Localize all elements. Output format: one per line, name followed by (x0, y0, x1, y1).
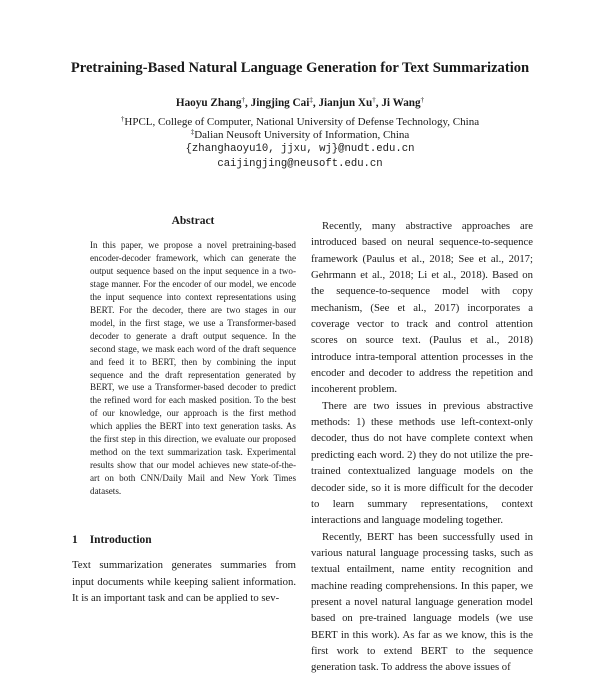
author-name: Jianjun Xu (318, 97, 373, 109)
author-email: {zhanghaoyu10, jjxu, wj}@nudt.edu.cn (185, 143, 415, 155)
abstract-paragraph: In this paper, we propose a novel pretraining-based encoder-decoder framework, which can generate the output sequence based on the input sequence in a two-stage manner. For the encoder of our model, we encode the input sequence into context representations using BERT. For the decoder, there are two stages in our model, in the first stage, we use a Transformer-based decoder to generate a draft output sequence. In the second stage, we mask each word of the draft sequence and feed it to BERT, then by combining the input sequence and the draft representation generated by BERT, we use a Transformer-based decoder to predict the refined word for each masked position. To the best of our knowledge, our approach is the first method which applies the BERT into text generation tasks. As the first step in this direction, we evaluate our proposed method on the text summarization task. Experimental results show that our model achieves new state-of-the-art on both CNN/Daily Mail and New York Times datasets. (90, 240, 296, 497)
section-title: Introduction (89, 534, 152, 546)
affiliation-mark: † (120, 115, 125, 123)
author-name: Ji Wang (381, 97, 421, 109)
affiliation (0, 129, 600, 141)
author-name: Jingjing Cai (250, 97, 310, 109)
affiliation-text: HPCL, College of Computer, National University of Defense Technology, China (124, 116, 480, 128)
section-heading (72, 534, 152, 546)
author-mark: † (372, 96, 376, 104)
paper-title: Pretraining-Based Natural Language Generation for Text Summarization (70, 60, 530, 76)
affiliation-text: Dalian Neusoft University of Information, China (194, 129, 410, 141)
affiliation (0, 116, 600, 128)
author-list: Haoyu Zhang†, Jingjing Cai‡, Jianjun Xu†, Ji Wang† (175, 96, 425, 109)
section-number: 1 (72, 534, 78, 546)
body-paragraph: Recently, many abstractive approaches are introduced based on neural sequence-to-sequence framework (Paulus et al., 2018; See et al., 2017; Gehrmann et al., 2018; Li et al., 2018). Based on the sequence-to-sequence model with copy mechanism, (See et al., 2017) incorporates a coverage vector to track and control attention scores on source text. (Paulus et al., 2018) introduce intra-temporal attention processes in the encoder and decoder to address the repetition and incoherent problem. (311, 220, 533, 396)
author-mark: † (241, 96, 245, 104)
body-paragraph: Recently, BERT has been successfully used in various natural language processing tasks, such as textual entailment, name entity recognition and machine reading comprehensions. In this paper, we present a novel natural language generation model based on pre-trained language models (we use BERT in this work). As far as we know, this is the first work to extend BERT to the sequence generation task. To address the above issues of (311, 530, 533, 674)
abstract-heading: Abstract (171, 215, 215, 227)
author-mark: ‡ (309, 96, 313, 104)
affiliation-mark: ‡ (190, 128, 195, 136)
body-paragraph: There are two issues in previous abstractive methods: 1) these methods use left-context-only decoder, thus do not have complete context when predicting each word. 2) they do not utilize the pre-trained contextualized language models on the decoder side, so it is more difficult for the decoder to learn summary representations, context interactions and language modeling together. (311, 399, 533, 527)
right-column (311, 218, 533, 676)
body-paragraph: Text summarization generates summaries from input documents while keeping salient information. It is an important task and can be applied to sev- (72, 559, 296, 604)
author-name: Haoyu Zhang (175, 97, 242, 109)
author-mark: † (420, 96, 425, 104)
abstract-text (90, 239, 296, 498)
introduction-text (72, 557, 296, 607)
author-email: caijingjing@neusoft.edu.cn (217, 158, 383, 170)
